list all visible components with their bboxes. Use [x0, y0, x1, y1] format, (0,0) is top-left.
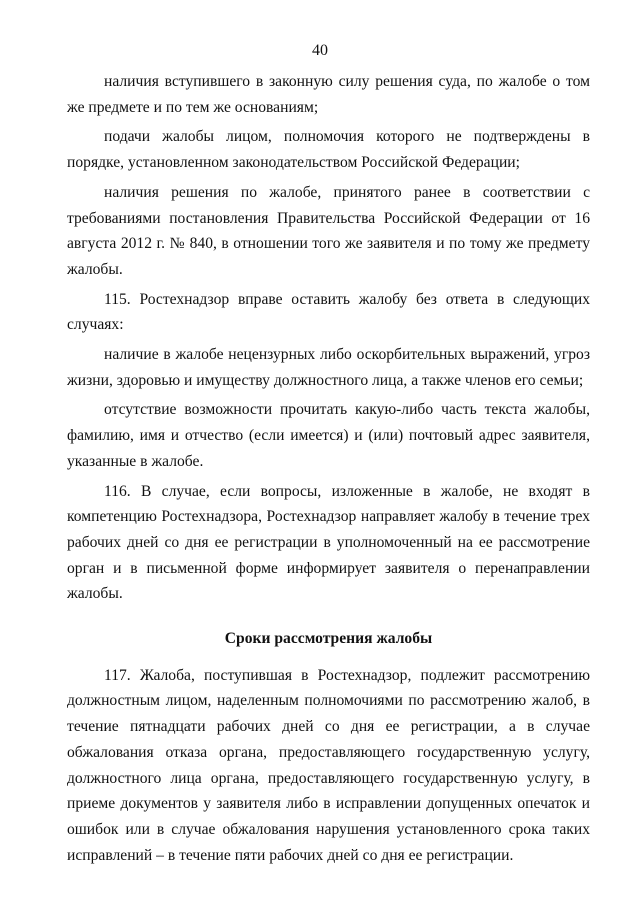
section-heading: Сроки рассмотрения жалобы: [224, 630, 433, 648]
paragraph-unreadable-text: отсутствие возможности прочитать какую-либо часть текста жалобы, фамилию, имя и отчество (если имеется) и (или) почтовый адрес заявителя, указанные в жалобе.: [67, 401, 590, 470]
page-number: 40: [312, 42, 328, 59]
paragraph-grounds-court-decision: наличия вступившего в законную силу решения суда, по жалобе о том же предмете и по тем же основаниям;: [67, 73, 590, 116]
paragraph-obscene-language: наличие в жалобе нецензурных либо оскорбительных выражений, угроз жизни, здоровью и имуществу должностного лица, а также членов его семьи;: [67, 346, 590, 389]
paragraph-116: 116. В случае, если вопросы, изложенные в жалобе, не входят в компетенцию Ростехнадзора, Ростехнадзор направляет жалобу в течение трех рабочих дней со дня ее регистрации в уполномоченный на ее рассмотрение орган и в письменной форме информирует заявителя о перенаправлении жалобы.: [67, 482, 590, 603]
document-body: [67, 69, 590, 868]
paragraph-grounds-unconfirmed-authority: подачи жалобы лицом, полномочия которого не подтверждены в порядке, установленном законодательством Российской Федерации;: [67, 128, 590, 172]
paragraph-grounds-prior-decision: наличия решения по жалобе, принятого ранее в соответствии с требованиями постановления Правительства Российской Федерации от 16 августа 2012 г. № 840, в отношении того же заявителя и по тому же предмету жалобы.: [67, 183, 590, 278]
paragraph-117: 117. Жалоба, поступившая в Ростехнадзор, подлежит рассмотрению должностным лицом, наделенным полномочиями по рассмотрению жалоб, в течение пятнадцати рабочих дней со дня ее регистрации, а в случае обжалования отказа органа, предоставляющего государственную услугу, должностного лица органа, предоставляющего государственную услугу, в приеме документов у заявителя либо в исправлении допущенных опечаток и ошибок или в случае обжалования нарушения установленного срока таких исправлений – в течение пяти рабочих дней со дня ее регистрации.: [67, 666, 590, 864]
paragraph-115: 115. Ростехнадзор вправе оставить жалобу без ответа в следующих случаях:: [67, 290, 590, 334]
